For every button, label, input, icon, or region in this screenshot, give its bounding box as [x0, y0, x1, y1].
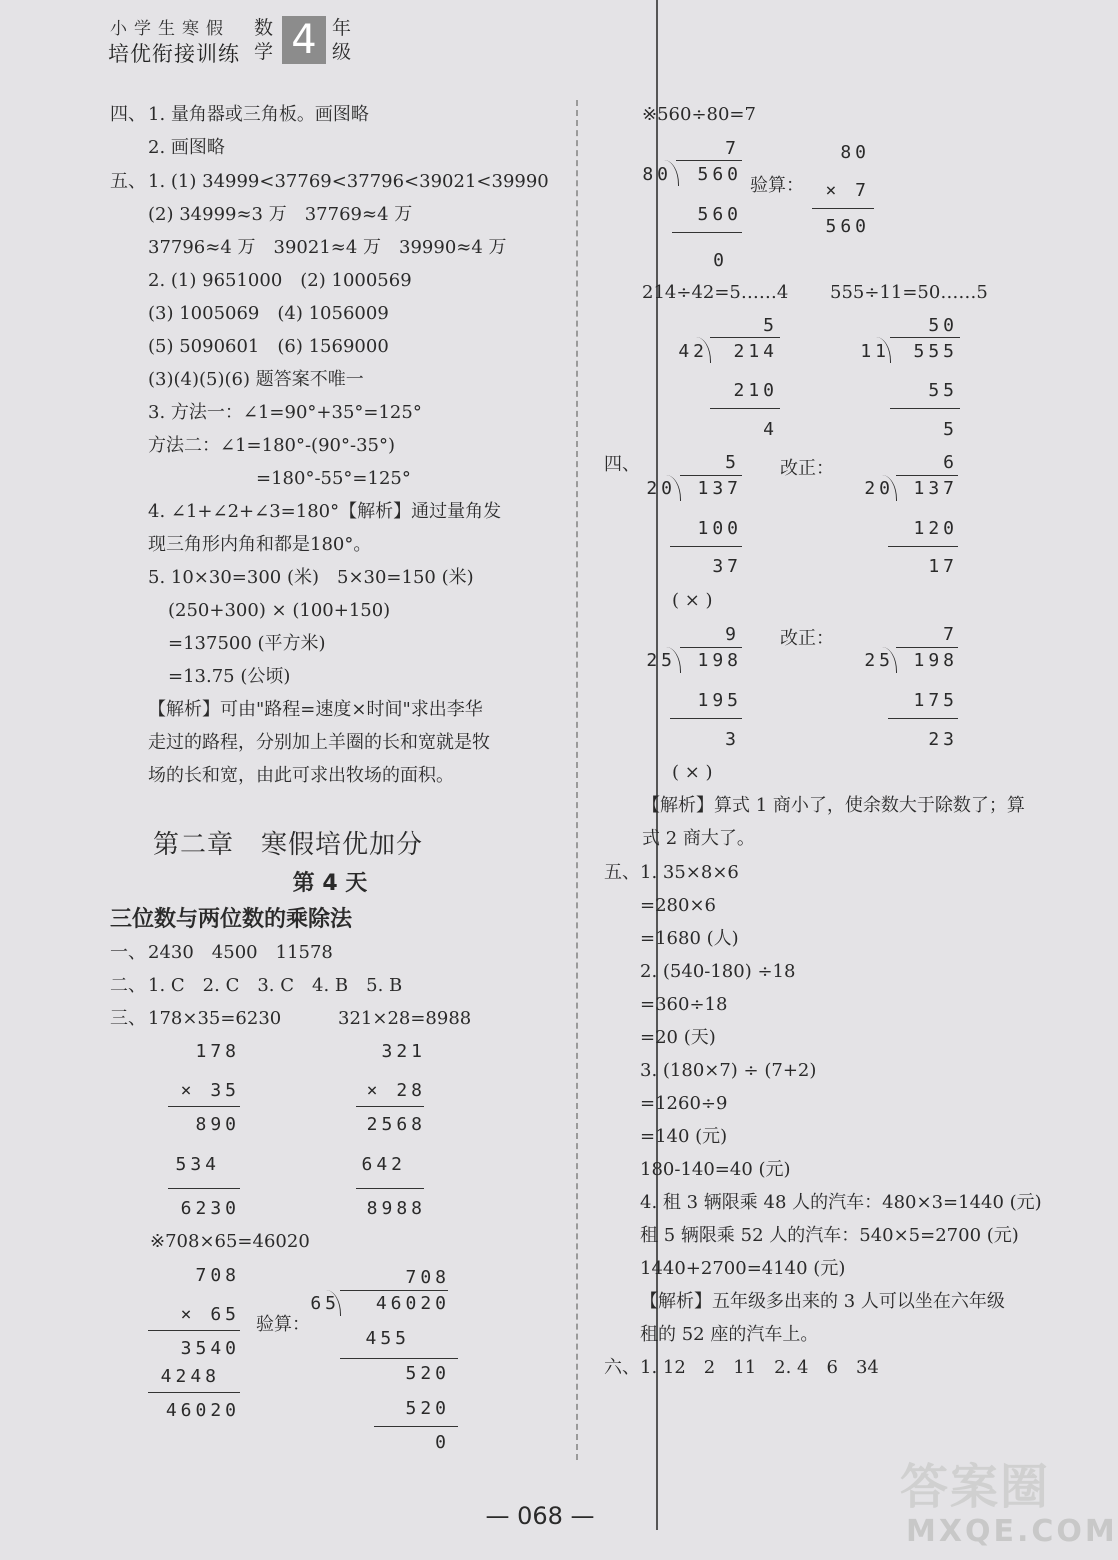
- divisor: 20: [864, 478, 894, 499]
- analysis-line: 租的 52 座的汽车上。: [640, 1324, 819, 1345]
- answer-line: =13.75 (公顷): [168, 666, 291, 687]
- quotient: 7: [725, 138, 740, 159]
- calc-rule: [888, 546, 958, 547]
- analysis-line: 【解析】算式 1 商小了，使余数大于除数了；算: [642, 795, 1025, 816]
- calc-rule: [710, 408, 780, 409]
- remainder: 0: [435, 1432, 450, 1453]
- section-label: 四、: [110, 104, 146, 125]
- partial-product: 534: [175, 1154, 220, 1175]
- division-bar: [680, 475, 742, 476]
- partial-product: 4248: [160, 1366, 220, 1387]
- analysis-line: 走过的路程，分别加上羊圈的长和宽就是牧: [148, 732, 490, 753]
- topic-title: 三位数与两位数的乘除法: [110, 907, 353, 932]
- calc-rule: [672, 232, 742, 233]
- answer-line: 5. 10×30=300 (米) 5×30=150 (米): [148, 567, 474, 588]
- calc-rule: [374, 1426, 458, 1427]
- division-bar: [896, 647, 958, 648]
- answer-line: 2. (1) 9651000 (2) 1000569: [148, 270, 412, 291]
- product: 6230: [180, 1198, 240, 1219]
- subtrahend: 175: [913, 690, 958, 711]
- wrong-mark: ( × ): [672, 762, 713, 783]
- header-subject: 数学: [254, 17, 274, 63]
- remainder: 17: [928, 556, 958, 577]
- analysis-line: 【解析】可由"路程=速度×时间"求出李华: [148, 699, 483, 720]
- answer-line: 37796≈4 万 39021≈4 万 39990≈4 万: [148, 237, 507, 258]
- dividend: 198: [913, 650, 958, 671]
- quotient: 9: [725, 624, 740, 645]
- dividend: 214: [733, 341, 778, 362]
- watermark: [890, 1448, 1118, 1558]
- answer-line: 租 5 辆限乘 52 人的汽车：540×5=2700 (元): [640, 1225, 1019, 1246]
- partial-product: 642: [361, 1154, 406, 1175]
- partial-product: 2568: [366, 1114, 426, 1135]
- calc-rule: [340, 1358, 458, 1359]
- section-label: 六、: [604, 1357, 640, 1378]
- section-label: 五、: [604, 862, 640, 883]
- answer-line: 1. (1) 34999<37769<37796<39021<39990: [148, 171, 549, 192]
- product: 46020: [165, 1400, 240, 1421]
- answer-line: 180-140=40 (元): [640, 1159, 791, 1180]
- subtrahend: 120: [913, 518, 958, 539]
- calc-rule: [812, 208, 874, 209]
- answer-line: 4. ∠1+∠2+∠3=180°【解析】通过量角发: [148, 501, 502, 522]
- division-bar: [890, 337, 960, 338]
- answer-line: =180°-55°=125°: [256, 468, 411, 489]
- header-series-line1: 小学生寒假: [110, 19, 230, 39]
- product: 560: [825, 216, 870, 237]
- book-header: [100, 14, 370, 70]
- subtrahend: 520: [405, 1398, 450, 1419]
- section-label: 一、: [110, 942, 146, 963]
- multiplier: × 7: [825, 180, 870, 201]
- equation: ※560÷80=7: [642, 104, 756, 125]
- multiplier: × 65: [180, 1304, 240, 1325]
- answer-line: 现三角形内角和都是180°。: [148, 534, 372, 555]
- check-label: 验算：: [750, 175, 804, 196]
- partial-product: 890: [195, 1114, 240, 1135]
- dividend: 198: [697, 650, 742, 671]
- dividend: 560: [697, 164, 742, 185]
- dividend: 137: [913, 478, 958, 499]
- answer-line: =140 (元): [640, 1126, 728, 1147]
- divisor: 42: [678, 341, 708, 362]
- answer-line: (5) 5090601 (6) 1569000: [148, 336, 389, 357]
- analysis-line: 场的长和宽，由此可求出牧场的面积。: [148, 765, 454, 786]
- dividend: 555: [913, 341, 958, 362]
- equation: 178×35=6230: [148, 1008, 282, 1029]
- division-bar: [710, 337, 780, 338]
- calc-rule: [670, 546, 742, 547]
- answer-line: (3)(4)(5)(6) 题答案不唯一: [148, 369, 364, 390]
- section-label: 五、: [110, 171, 146, 192]
- equation: ※708×65=46020: [150, 1231, 310, 1252]
- calc-rule: [168, 1106, 240, 1107]
- answer-line: 2430 4500 11578: [148, 942, 333, 963]
- product: 8988: [366, 1198, 426, 1219]
- answer-line: =280×6: [640, 895, 716, 916]
- multiplicand: 178: [195, 1041, 240, 1062]
- page-number: — 068 —: [485, 1502, 595, 1530]
- divisor: 25: [646, 650, 676, 671]
- remainder: 37: [712, 556, 742, 577]
- section-label: 四、: [604, 454, 640, 475]
- correction-label: 改正：: [780, 458, 834, 479]
- partial-product: 3540: [180, 1338, 240, 1359]
- day-title: 第 4 天: [292, 871, 368, 896]
- answer-line: 方法二：∠1=180°-(90°-35°): [148, 435, 395, 456]
- column-divider: [576, 100, 578, 1460]
- division-bar: [896, 475, 958, 476]
- answer-line: 1. 12 2 11 2. 4 6 34: [640, 1357, 879, 1378]
- quotient: 6: [943, 452, 958, 473]
- wrong-mark: ( × ): [672, 590, 713, 611]
- section-label: 三、: [110, 1008, 146, 1029]
- calc-rule: [890, 408, 960, 409]
- remainder: 5: [943, 419, 958, 440]
- answer-line: =360÷18: [640, 994, 728, 1015]
- equation: 214÷42=5……4: [642, 282, 789, 303]
- calc-rule: [168, 1188, 240, 1189]
- multiplier: × 28: [366, 1080, 426, 1101]
- divisor: 80: [642, 164, 672, 185]
- answer-line: (250+300) × (100+150): [168, 600, 391, 621]
- answer-line: =137500 (平方米): [168, 633, 326, 654]
- check-label: 验算：: [256, 1314, 310, 1335]
- calc-rule: [148, 1392, 240, 1393]
- remainder: 4: [763, 419, 778, 440]
- answer-line: =1680 (人): [640, 928, 739, 949]
- multiplicand: 80: [840, 142, 870, 163]
- subtrahend: 195: [697, 690, 742, 711]
- answer-line: 1440+2700=4140 (元): [640, 1258, 846, 1279]
- correction-label: 改正：: [780, 628, 834, 649]
- equation: 555÷11=50……5: [830, 282, 988, 303]
- calc-rule: [356, 1188, 424, 1189]
- quotient: 5: [763, 315, 778, 336]
- calc-rule: [148, 1330, 240, 1331]
- division-bar: [340, 1290, 448, 1291]
- section-label: 二、: [110, 975, 146, 996]
- answer-line: 1. 35×8×6: [640, 862, 739, 883]
- quotient: 5: [725, 452, 740, 473]
- answer-line: 1. C 2. C 3. C 4. B 5. B: [148, 975, 403, 996]
- watermark-logo-text: 答案圈: [900, 1459, 1051, 1515]
- divisor: 65: [310, 1293, 340, 1314]
- quotient: 708: [405, 1267, 450, 1288]
- answer-line: 3. (180×7) ÷ (7+2): [640, 1060, 817, 1081]
- subtrahend: 55: [928, 380, 958, 401]
- answer-line: (3) 1005069 (4) 1056009: [148, 303, 389, 324]
- division-bar: [680, 647, 742, 648]
- subtrahend: 560: [697, 204, 742, 225]
- watermark-url: MXQE.COM: [906, 1514, 1118, 1549]
- chapter-title: 第二章 寒假培优加分: [152, 830, 423, 860]
- answer-line: =1260÷9: [640, 1093, 728, 1114]
- calc-rule: [356, 1106, 424, 1107]
- subtrahend: 455: [365, 1328, 410, 1349]
- quotient: 7: [943, 624, 958, 645]
- multiplier: × 35: [180, 1080, 240, 1101]
- answer-line: =20 (天): [640, 1027, 716, 1048]
- equation: 321×28=8988: [338, 1008, 472, 1029]
- remainder: 3: [725, 729, 740, 750]
- answer-line: 2. (540-180) ÷18: [640, 961, 796, 982]
- answer-line: (2) 34999≈3 万 37769≈4 万: [148, 204, 413, 225]
- header-grade-badge: 4: [282, 16, 326, 64]
- remainder: 520: [405, 1363, 450, 1384]
- header-series-line2: 培优衔接训练: [108, 42, 240, 66]
- divisor: 20: [646, 478, 676, 499]
- analysis-line: 【解析】五年级多出来的 3 人可以坐在六年级: [640, 1291, 1005, 1312]
- multiplicand: 321: [381, 1041, 426, 1062]
- dividend: 46020: [375, 1293, 450, 1314]
- subtrahend: 100: [697, 518, 742, 539]
- calc-rule: [670, 718, 742, 719]
- analysis-line: 式 2 商大了。: [642, 828, 755, 849]
- subtrahend: 210: [733, 380, 778, 401]
- multiplicand: 708: [195, 1265, 240, 1286]
- answer-line: 4. 租 3 辆限乘 48 人的汽车：480×3=1440 (元): [640, 1192, 1042, 1213]
- header-grade-unit: 年级: [332, 17, 352, 63]
- divisor: 11: [860, 341, 890, 362]
- calc-rule: [888, 718, 958, 719]
- quotient: 50: [928, 315, 958, 336]
- answer-line: 1. 量角器或三角板。画图略: [148, 104, 369, 125]
- answer-line: 2. 画图略: [148, 137, 225, 158]
- remainder: 23: [928, 729, 958, 750]
- answer-line: 3. 方法一：∠1=90°+35°=125°: [148, 402, 422, 423]
- remainder: 0: [713, 250, 728, 271]
- dividend: 137: [697, 478, 742, 499]
- division-bar: [676, 160, 742, 161]
- divisor: 25: [864, 650, 894, 671]
